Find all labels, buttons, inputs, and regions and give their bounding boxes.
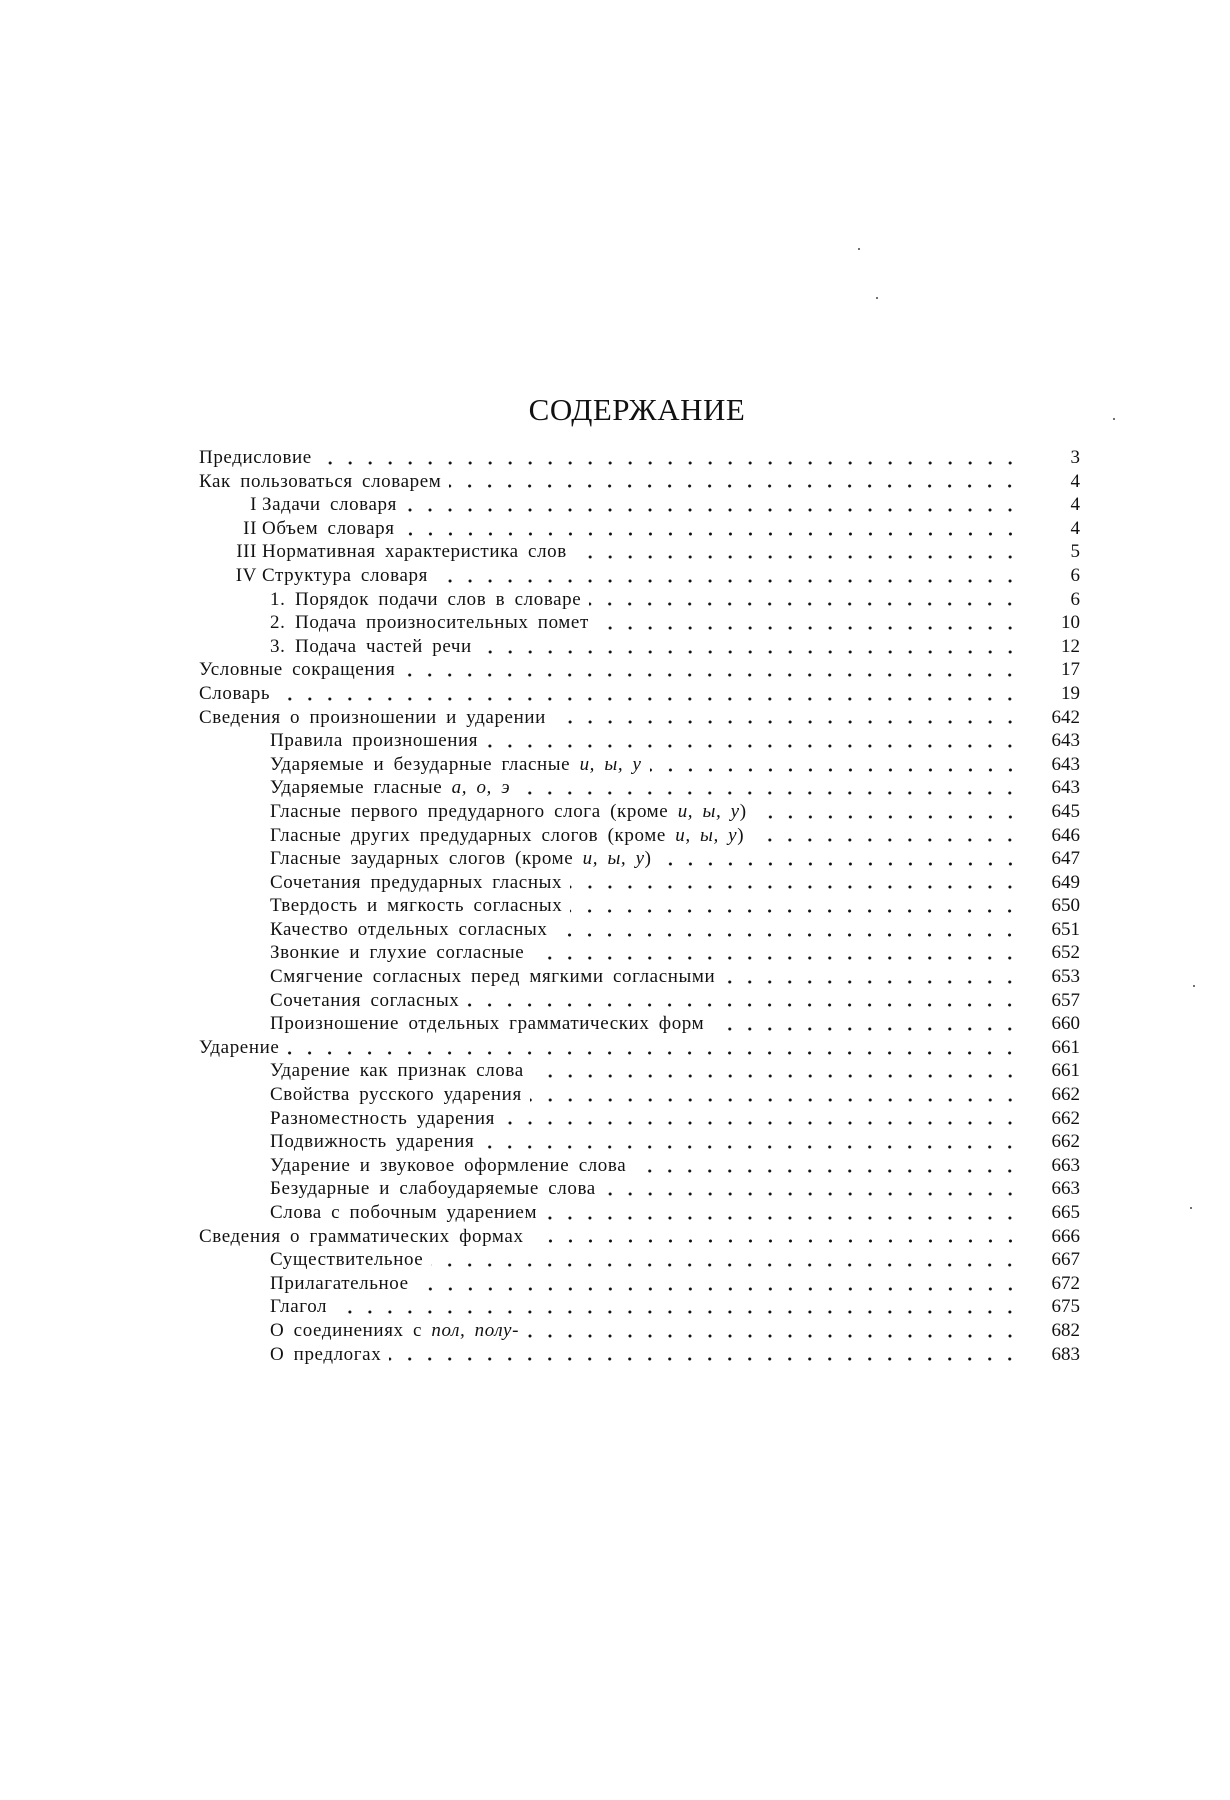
- dot-leader: [755, 814, 1020, 820]
- entry-text: Объем словаря: [262, 517, 395, 539]
- dot-leader: [449, 483, 1020, 489]
- page-number: 6: [1070, 588, 1080, 610]
- page-number: 682: [1051, 1319, 1080, 1341]
- page-number: 10: [1061, 612, 1080, 634]
- toc-entry: [199, 517, 1080, 541]
- entry-italic-text: а, о, э: [451, 777, 511, 799]
- toc-entry-title: [199, 470, 441, 494]
- dot-leader: [518, 790, 1020, 796]
- entry-text: Смягчение согласных перед мягкими согласными: [270, 966, 716, 988]
- section-number: IV: [235, 564, 257, 586]
- dot-leader: [403, 672, 1020, 678]
- entry-text: Подача частей речи: [295, 635, 472, 657]
- toc-entry: [199, 776, 1080, 800]
- toc-entry: [199, 1295, 1080, 1319]
- dot-leader: [604, 1191, 1020, 1197]
- entry-italic-text: и, ы, у: [579, 753, 642, 775]
- entry-text: Твердость и мягкость согласных: [270, 895, 563, 917]
- toc-entry-title: [270, 1154, 626, 1178]
- page-number: 652: [1051, 942, 1080, 964]
- toc-entry-title: [199, 493, 397, 517]
- toc-entry: [199, 1036, 1080, 1060]
- dot-leader: [723, 979, 1020, 985]
- section-number: 1.: [270, 588, 286, 610]
- toc-entry: [199, 1130, 1080, 1154]
- dot-leader: [532, 1238, 1020, 1244]
- page-number: 663: [1051, 1154, 1080, 1176]
- toc-entry-title: [270, 871, 562, 895]
- dot-leader: [503, 1120, 1020, 1126]
- entry-text: Структура словаря: [262, 564, 428, 586]
- page-number: 662: [1051, 1084, 1080, 1106]
- toc-entry: [199, 1272, 1080, 1296]
- entry-text: Ударение и звуковое оформление слова: [270, 1154, 627, 1176]
- toc-entry: [199, 894, 1080, 918]
- page-number: 19: [1061, 682, 1080, 704]
- page-title: СОДЕРЖАНИЕ: [528, 392, 746, 427]
- toc-entry: [199, 1201, 1080, 1225]
- toc-entry-title: [270, 1272, 409, 1296]
- dot-leader: [570, 884, 1020, 890]
- dot-leader: [480, 649, 1020, 655]
- toc-entry-title: [270, 918, 547, 942]
- page-number: 12: [1061, 635, 1080, 657]
- toc-entry-title: [270, 588, 581, 612]
- toc-entry-title: [199, 682, 270, 706]
- page-number: 662: [1051, 1131, 1080, 1153]
- entry-text: Правила произношения: [270, 730, 479, 752]
- dot-leader: [335, 1309, 1020, 1315]
- toc-entry: [199, 1107, 1080, 1131]
- toc-entry-title: [270, 1295, 327, 1319]
- entry-text: Предисловие: [199, 447, 312, 468]
- toc-entry: [199, 706, 1080, 730]
- scan-speck: [858, 248, 860, 250]
- entry-text: Гласные заударных слогов (кроме: [270, 848, 583, 870]
- entry-text: Как пользоваться словарем: [199, 470, 442, 492]
- toc-entry: [199, 588, 1080, 612]
- toc-entry: [199, 1154, 1080, 1178]
- toc-entry-title: [199, 564, 428, 588]
- entry-italic-text: пол, полу-: [431, 1319, 520, 1341]
- dot-leader: [555, 932, 1020, 938]
- toc-entry-title: [270, 1059, 524, 1083]
- toc-entry-title: [270, 1177, 596, 1201]
- page-number: 672: [1051, 1272, 1080, 1294]
- page-number: 17: [1061, 659, 1080, 681]
- page-number: 661: [1051, 1036, 1080, 1058]
- toc-entry: [199, 1012, 1080, 1036]
- toc-entry: [199, 729, 1080, 753]
- dot-leader: [467, 1002, 1020, 1008]
- entry-text: Подача произносительных помет: [295, 612, 589, 634]
- entry-text: Существительное: [270, 1249, 424, 1271]
- toc-entry-title: [199, 446, 312, 470]
- toc-entry-title: [199, 540, 567, 564]
- dot-leader: [527, 1333, 1020, 1339]
- toc-entry-title: [270, 847, 652, 871]
- section-number: I: [250, 494, 257, 516]
- toc-entry: [199, 800, 1080, 824]
- entry-text: Звонкие и глухие согласные: [270, 942, 525, 964]
- toc-entry: [199, 540, 1080, 564]
- entry-text: Нормативная характеристика слов: [262, 541, 567, 563]
- toc-entry: [199, 1343, 1080, 1367]
- page-number: 3: [1070, 447, 1080, 468]
- page-number: 4: [1070, 470, 1080, 492]
- dot-leader: [712, 1026, 1020, 1032]
- dot-leader: [403, 531, 1020, 537]
- toc-entry: [199, 753, 1080, 777]
- dot-leader: [532, 1073, 1020, 1079]
- page-number: 642: [1051, 706, 1080, 728]
- toc-entry-title: [270, 1130, 474, 1154]
- toc-entry: [199, 847, 1080, 871]
- entry-text: Произношение отдельных грамматических форм: [270, 1013, 705, 1035]
- toc-entry: [199, 1059, 1080, 1083]
- page-number: 6: [1070, 564, 1080, 586]
- scan-speck: [1190, 1207, 1192, 1209]
- toc-entry-title: [199, 658, 395, 682]
- toc-entry: [199, 446, 1080, 470]
- toc-entry-title: [199, 1225, 524, 1249]
- page-number: 5: [1070, 541, 1080, 563]
- entry-text: О предлогах: [270, 1343, 382, 1365]
- entry-text: Словарь: [199, 682, 271, 704]
- toc-entry: [199, 871, 1080, 895]
- page-number: 653: [1051, 966, 1080, 988]
- dot-leader: [575, 554, 1020, 560]
- page-number: 647: [1051, 848, 1080, 870]
- toc-entry-title: [270, 965, 715, 989]
- page-number: 665: [1051, 1202, 1080, 1223]
- dot-leader: [597, 625, 1020, 631]
- page-number: 4: [1070, 517, 1080, 539]
- page-number: 675: [1051, 1296, 1080, 1318]
- entry-text: Глагол: [270, 1296, 328, 1318]
- toc-entry-title: [270, 1248, 423, 1272]
- toc-entry-title: [270, 989, 459, 1013]
- toc-entry: [199, 1083, 1080, 1107]
- entry-text: Подвижность ударения: [270, 1131, 475, 1153]
- toc-entry-title: [270, 729, 478, 753]
- entry-text-suffix: ): [737, 824, 745, 846]
- dot-leader: [530, 1097, 1020, 1103]
- entry-text: Условные сокращения: [199, 659, 396, 681]
- dot-leader: [486, 743, 1020, 749]
- page-number: 667: [1051, 1249, 1080, 1271]
- dot-leader: [287, 1050, 1020, 1056]
- toc-entry-title: [270, 941, 524, 965]
- toc-entry: [199, 611, 1080, 635]
- section-number: 2.: [270, 612, 286, 634]
- page-number: 657: [1051, 989, 1080, 1011]
- entry-text: Ударение: [199, 1036, 280, 1058]
- page-number: 662: [1051, 1107, 1080, 1129]
- toc-entry: [199, 1319, 1080, 1343]
- entry-text-suffix: ): [644, 848, 652, 870]
- dot-leader: [405, 507, 1020, 513]
- entry-text: О соединениях с: [270, 1319, 432, 1341]
- entry-text: Прилагательное: [270, 1272, 409, 1294]
- dot-leader: [554, 719, 1020, 725]
- toc-entry: [199, 965, 1080, 989]
- toc-entry: [199, 470, 1080, 494]
- entry-text: Сочетания предударных гласных: [270, 871, 563, 893]
- dot-leader: [389, 1356, 1020, 1362]
- entry-text: Ударение как признак слова: [270, 1060, 524, 1082]
- page-number: 643: [1051, 777, 1080, 799]
- dot-leader: [320, 460, 1020, 466]
- table-of-contents: [199, 446, 1080, 1366]
- section-number: II: [243, 517, 257, 539]
- page-number: 4: [1070, 494, 1080, 516]
- toc-entry-title: [270, 1107, 495, 1131]
- toc-entry-title: [270, 1343, 381, 1367]
- toc-entry: [199, 824, 1080, 848]
- entry-text: Безударные и слабоударяемые слова: [270, 1178, 596, 1200]
- page-number: 650: [1051, 895, 1080, 917]
- toc-entry: [199, 918, 1080, 942]
- page-number: 646: [1051, 824, 1080, 846]
- page-number: 645: [1051, 800, 1080, 822]
- page-number: 643: [1051, 753, 1080, 775]
- dot-leader: [545, 1215, 1020, 1221]
- toc-entry-title: [270, 800, 747, 824]
- toc-entry: [199, 1248, 1080, 1272]
- dot-leader: [570, 908, 1020, 914]
- dot-leader: [431, 1262, 1020, 1268]
- entry-text: Разноместность ударения: [270, 1107, 495, 1129]
- dot-leader: [436, 578, 1020, 584]
- toc-entry-title: [270, 635, 472, 659]
- toc-entry: [199, 564, 1080, 588]
- page-number: 660: [1051, 1013, 1080, 1035]
- entry-italic-text: и, ы, у: [677, 800, 740, 822]
- dot-leader: [660, 861, 1020, 867]
- section-number: III: [236, 541, 257, 563]
- toc-entry: [199, 1177, 1080, 1201]
- dot-leader: [634, 1168, 1020, 1174]
- toc-entry-title: [270, 753, 642, 777]
- toc-entry-title: [199, 706, 546, 730]
- page-number: 666: [1051, 1225, 1080, 1247]
- toc-entry-title: [270, 824, 744, 848]
- page-number: 663: [1051, 1178, 1080, 1200]
- toc-entry-title: [270, 1012, 704, 1036]
- toc-entry-title: [270, 611, 589, 635]
- entry-text: Качество отдельных согласных: [270, 918, 548, 940]
- toc-entry: [199, 658, 1080, 682]
- dot-leader: [532, 955, 1020, 961]
- toc-entry-title: [270, 1201, 537, 1225]
- toc-entry-title: [270, 776, 510, 800]
- entry-text: Порядок подачи слов в словаре: [295, 588, 582, 610]
- entry-text: Гласные других предударных слогов (кроме: [270, 824, 676, 846]
- entry-text: Ударяемые и безударные гласные: [270, 753, 580, 775]
- entry-italic-text: и, ы, у: [582, 848, 645, 870]
- dot-leader: [752, 837, 1020, 843]
- entry-text: Сведения о произношении и ударении: [199, 706, 546, 728]
- toc-entry: [199, 635, 1080, 659]
- toc-entry-title: [199, 517, 395, 541]
- toc-entry-title: [199, 1036, 279, 1060]
- toc-entry: [199, 682, 1080, 706]
- page-number: 651: [1051, 918, 1080, 940]
- entry-italic-text: и, ы, у: [675, 824, 738, 846]
- entry-text: Сведения о грамматических формах: [199, 1225, 524, 1247]
- dot-leader: [278, 696, 1020, 702]
- page-number: 661: [1051, 1060, 1080, 1082]
- entry-text: Свойства русского ударения: [270, 1084, 522, 1106]
- toc-entry-title: [270, 894, 562, 918]
- entry-text: Ударяемые гласные: [270, 777, 452, 799]
- dot-leader: [482, 1144, 1020, 1150]
- entry-text: Сочетания согласных: [270, 989, 460, 1011]
- toc-entry-title: [270, 1319, 519, 1343]
- entry-text: Гласные первого предударного слога (кроме: [270, 800, 678, 822]
- scan-speck: [1113, 418, 1115, 420]
- dot-leader: [650, 767, 1020, 773]
- scan-speck: [876, 297, 878, 299]
- dot-leader: [417, 1286, 1020, 1292]
- toc-entry: [199, 1225, 1080, 1249]
- toc-entry: [199, 989, 1080, 1013]
- entry-text: Задачи словаря: [262, 494, 397, 516]
- section-number: 3.: [270, 635, 286, 657]
- dot-leader: [589, 601, 1020, 607]
- page-number: 683: [1051, 1343, 1080, 1365]
- toc-entry: [199, 493, 1080, 517]
- page-number: 649: [1051, 871, 1080, 893]
- entry-text-suffix: ): [739, 800, 747, 822]
- scan-speck: [1193, 985, 1195, 987]
- toc-entry-title: [270, 1083, 522, 1107]
- page-number: 643: [1051, 730, 1080, 752]
- toc-entry: [199, 941, 1080, 965]
- entry-text: Слова с побочным ударением: [270, 1202, 538, 1223]
